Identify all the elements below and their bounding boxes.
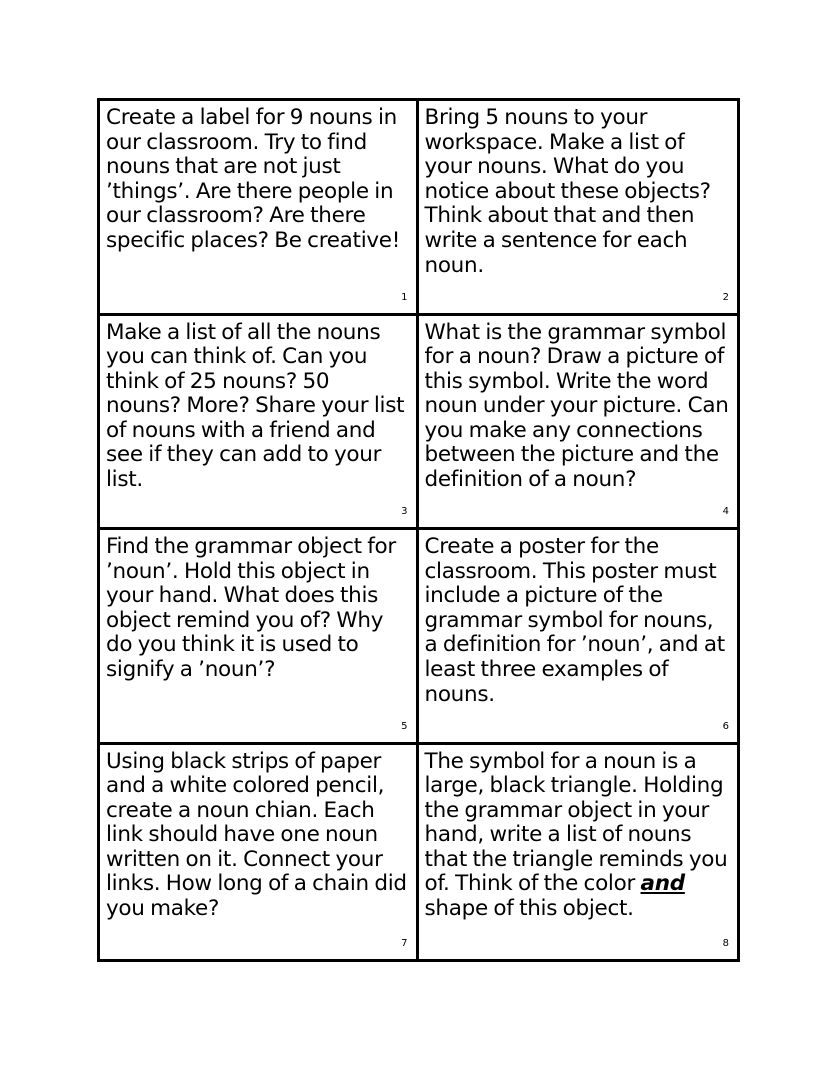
task-card-text: Bring 5 nouns to your workspace. Make a list of your nouns. What do you notice about these objects? Think about that and then write a sentence for each noun.	[424, 105, 711, 278]
task-card-text: What is the grammar symbol for a noun? Draw a picture of this symbol. Write the word noun under your picture. Can you make any connections between the picture and the definition of a noun?	[424, 319, 729, 493]
task-card-grid	[97, 98, 740, 962]
task-card-4	[419, 316, 738, 531]
task-card-text: Find the grammar object for ’noun’. Hold this object in your hand. What does this object remind you of? Why do you think it is used to signify a ’noun’?	[106, 534, 396, 682]
task-card-text: Using black strips of paper and a white colored pencil, create a noun chian. Each link should have one noun written on it. Connect your links. How long of a chain did you make?	[106, 748, 407, 922]
task-card-6	[419, 530, 738, 745]
task-card-2	[419, 101, 738, 316]
task-card-text	[425, 750, 732, 922]
card-number: 6	[722, 720, 729, 732]
emphasized-word: and	[640, 871, 685, 897]
task-card-7	[100, 745, 419, 960]
card-number: 8	[722, 938, 729, 949]
task-card-text: Create a label for 9 nouns in our classroom. Try to find nouns that are not just ’things’. Are there people in our classroom? Are there specific places? Be creative!	[106, 105, 401, 253]
card-number: 2	[722, 291, 729, 303]
card-number: 5	[401, 720, 408, 732]
card-number: 1	[401, 291, 408, 303]
card-number: 7	[401, 938, 408, 949]
task-card-3	[100, 316, 419, 531]
task-card-text: Create a poster for the classroom. This poster must include a picture of the grammar symbol for nouns, a definition for ’noun’, and at least three examples of nouns.	[424, 534, 725, 707]
task-card-8	[419, 745, 738, 960]
task-card-5	[100, 530, 419, 745]
card-number: 4	[722, 506, 729, 517]
card-number: 3	[401, 506, 408, 517]
task-card-text-end: shape of this object.	[424, 896, 634, 922]
task-card-text: Make a list of all the nouns you can think of. Can you think of 25 nouns? 50 nouns? More? Share your list of nouns with a friend and see if they can add to your list.	[106, 319, 405, 493]
task-card-1	[100, 101, 419, 316]
task-card-text-start: The symbol for a noun is a large, black triangle. Holding the grammar object in your hand, write a list of nouns that the triangle reminds you of. Think of the color	[424, 748, 728, 897]
